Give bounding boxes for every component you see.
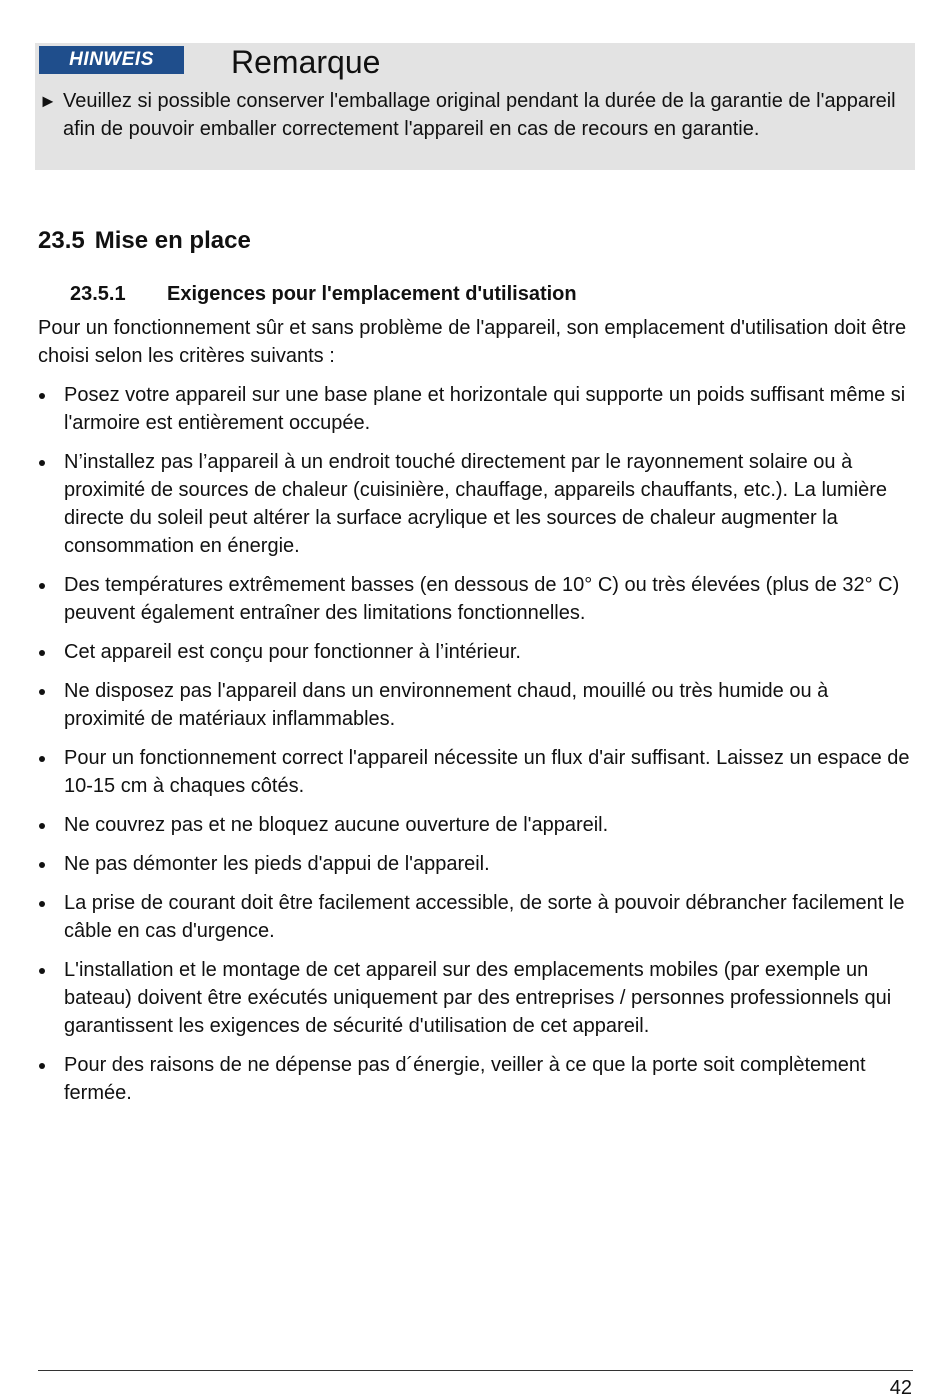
section-number: 23.5 — [38, 227, 85, 254]
requirements-list — [38, 381, 910, 1118]
list-item-text: Ne pas démonter les pieds d'appui de l'appareil. — [64, 853, 490, 875]
bullet-icon — [39, 1063, 45, 1069]
list-item — [38, 811, 910, 839]
notice-title: Remarque — [231, 44, 381, 80]
notice-text: Veuillez si possible conserver l'emballage original pendant la durée de la garantie de l'appareil afin de pouvoir emballer correctement l'appareil en cas de recours en garantie. — [63, 90, 896, 140]
list-item — [38, 744, 910, 800]
list-item — [38, 381, 910, 437]
bullet-icon — [39, 689, 45, 695]
list-item-text: Pour des raisons de ne dépense pas d´énergie, veiller à ce que la porte soit complètement fermée. — [64, 1054, 866, 1104]
list-item-text: L'installation et le montage de cet appareil sur des emplacements mobiles (par exemple un bateau) doivent être exécutés uniquement par des entreprises / personnes professionnels qui garantissent les exigences de sécurité d'utilisation de cet appareil. — [64, 959, 892, 1037]
list-item-text: Des températures extrêmement basses (en dessous de 10° C) ou très élevées (plus de 32° C) peuvent également entraîner des limitations fonctionnelles. — [64, 574, 900, 624]
list-item-text: N’installez pas l’appareil à un endroit touché directement par le rayonnement solaire ou à proximité de sources de chaleur (cuisinière, chauffage, appareils chauffants, etc.). La lumière directe du soleil peut altérer la surface acrylique et les sources de chaleur augmenter la consommation en énergie. — [64, 451, 888, 557]
bullet-icon — [39, 460, 45, 466]
bullet-icon — [39, 968, 45, 974]
list-item — [38, 638, 910, 666]
subsection-number: 23.5.1 — [70, 283, 126, 305]
list-item — [38, 677, 910, 733]
bullet-icon — [39, 901, 45, 907]
notice-box — [35, 43, 915, 170]
list-item — [38, 1051, 910, 1107]
arrow-right-icon: ► — [39, 91, 57, 111]
list-item — [38, 850, 910, 878]
bullet-icon — [39, 862, 45, 868]
bullet-icon — [39, 756, 45, 762]
list-item-text: Posez votre appareil sur une base plane et horizontale qui supporte un poids suffisant même si l'armoire est entièrement occupée. — [64, 384, 906, 434]
list-item — [38, 956, 910, 1040]
list-item-text: La prise de courant doit être facilement accessible, de sorte à pouvoir débrancher facilement le câble en cas d'urgence. — [64, 892, 905, 942]
bullet-icon — [39, 823, 45, 829]
bullet-icon — [39, 393, 45, 399]
intro-paragraph: Pour un fonctionnement sûr et sans problème de l'appareil, son emplacement d'utilisation doit être choisi selon les critères suivants : — [38, 317, 907, 367]
list-item — [38, 889, 910, 945]
bullet-icon — [39, 583, 45, 589]
subsection-title: Exigences pour l'emplacement d'utilisation — [167, 283, 577, 305]
list-item-text: Ne disposez pas l'appareil dans un environnement chaud, mouillé ou très humide ou à proximité de matériaux inflammables. — [64, 680, 829, 730]
list-item — [38, 571, 910, 627]
page-number: 42 — [889, 1377, 912, 1399]
section-heading — [38, 225, 251, 257]
subsection-heading — [70, 280, 577, 308]
footer-divider — [38, 1370, 913, 1371]
notice-badge: HINWEIS — [39, 46, 184, 74]
notice-body — [39, 87, 899, 143]
list-item-text: Pour un fonctionnement correct l'appareil nécessite un flux d'air suffisant. Laissez un espace de 10-15 cm à chaques côtés. — [64, 747, 910, 797]
bullet-icon — [39, 650, 45, 656]
list-item — [38, 448, 910, 560]
list-item-text: Ne couvrez pas et ne bloquez aucune ouverture de l'appareil. — [64, 814, 609, 836]
list-item-text: Cet appareil est conçu pour fonctionner à l’intérieur. — [64, 641, 521, 663]
section-title: Mise en place — [94, 227, 251, 254]
